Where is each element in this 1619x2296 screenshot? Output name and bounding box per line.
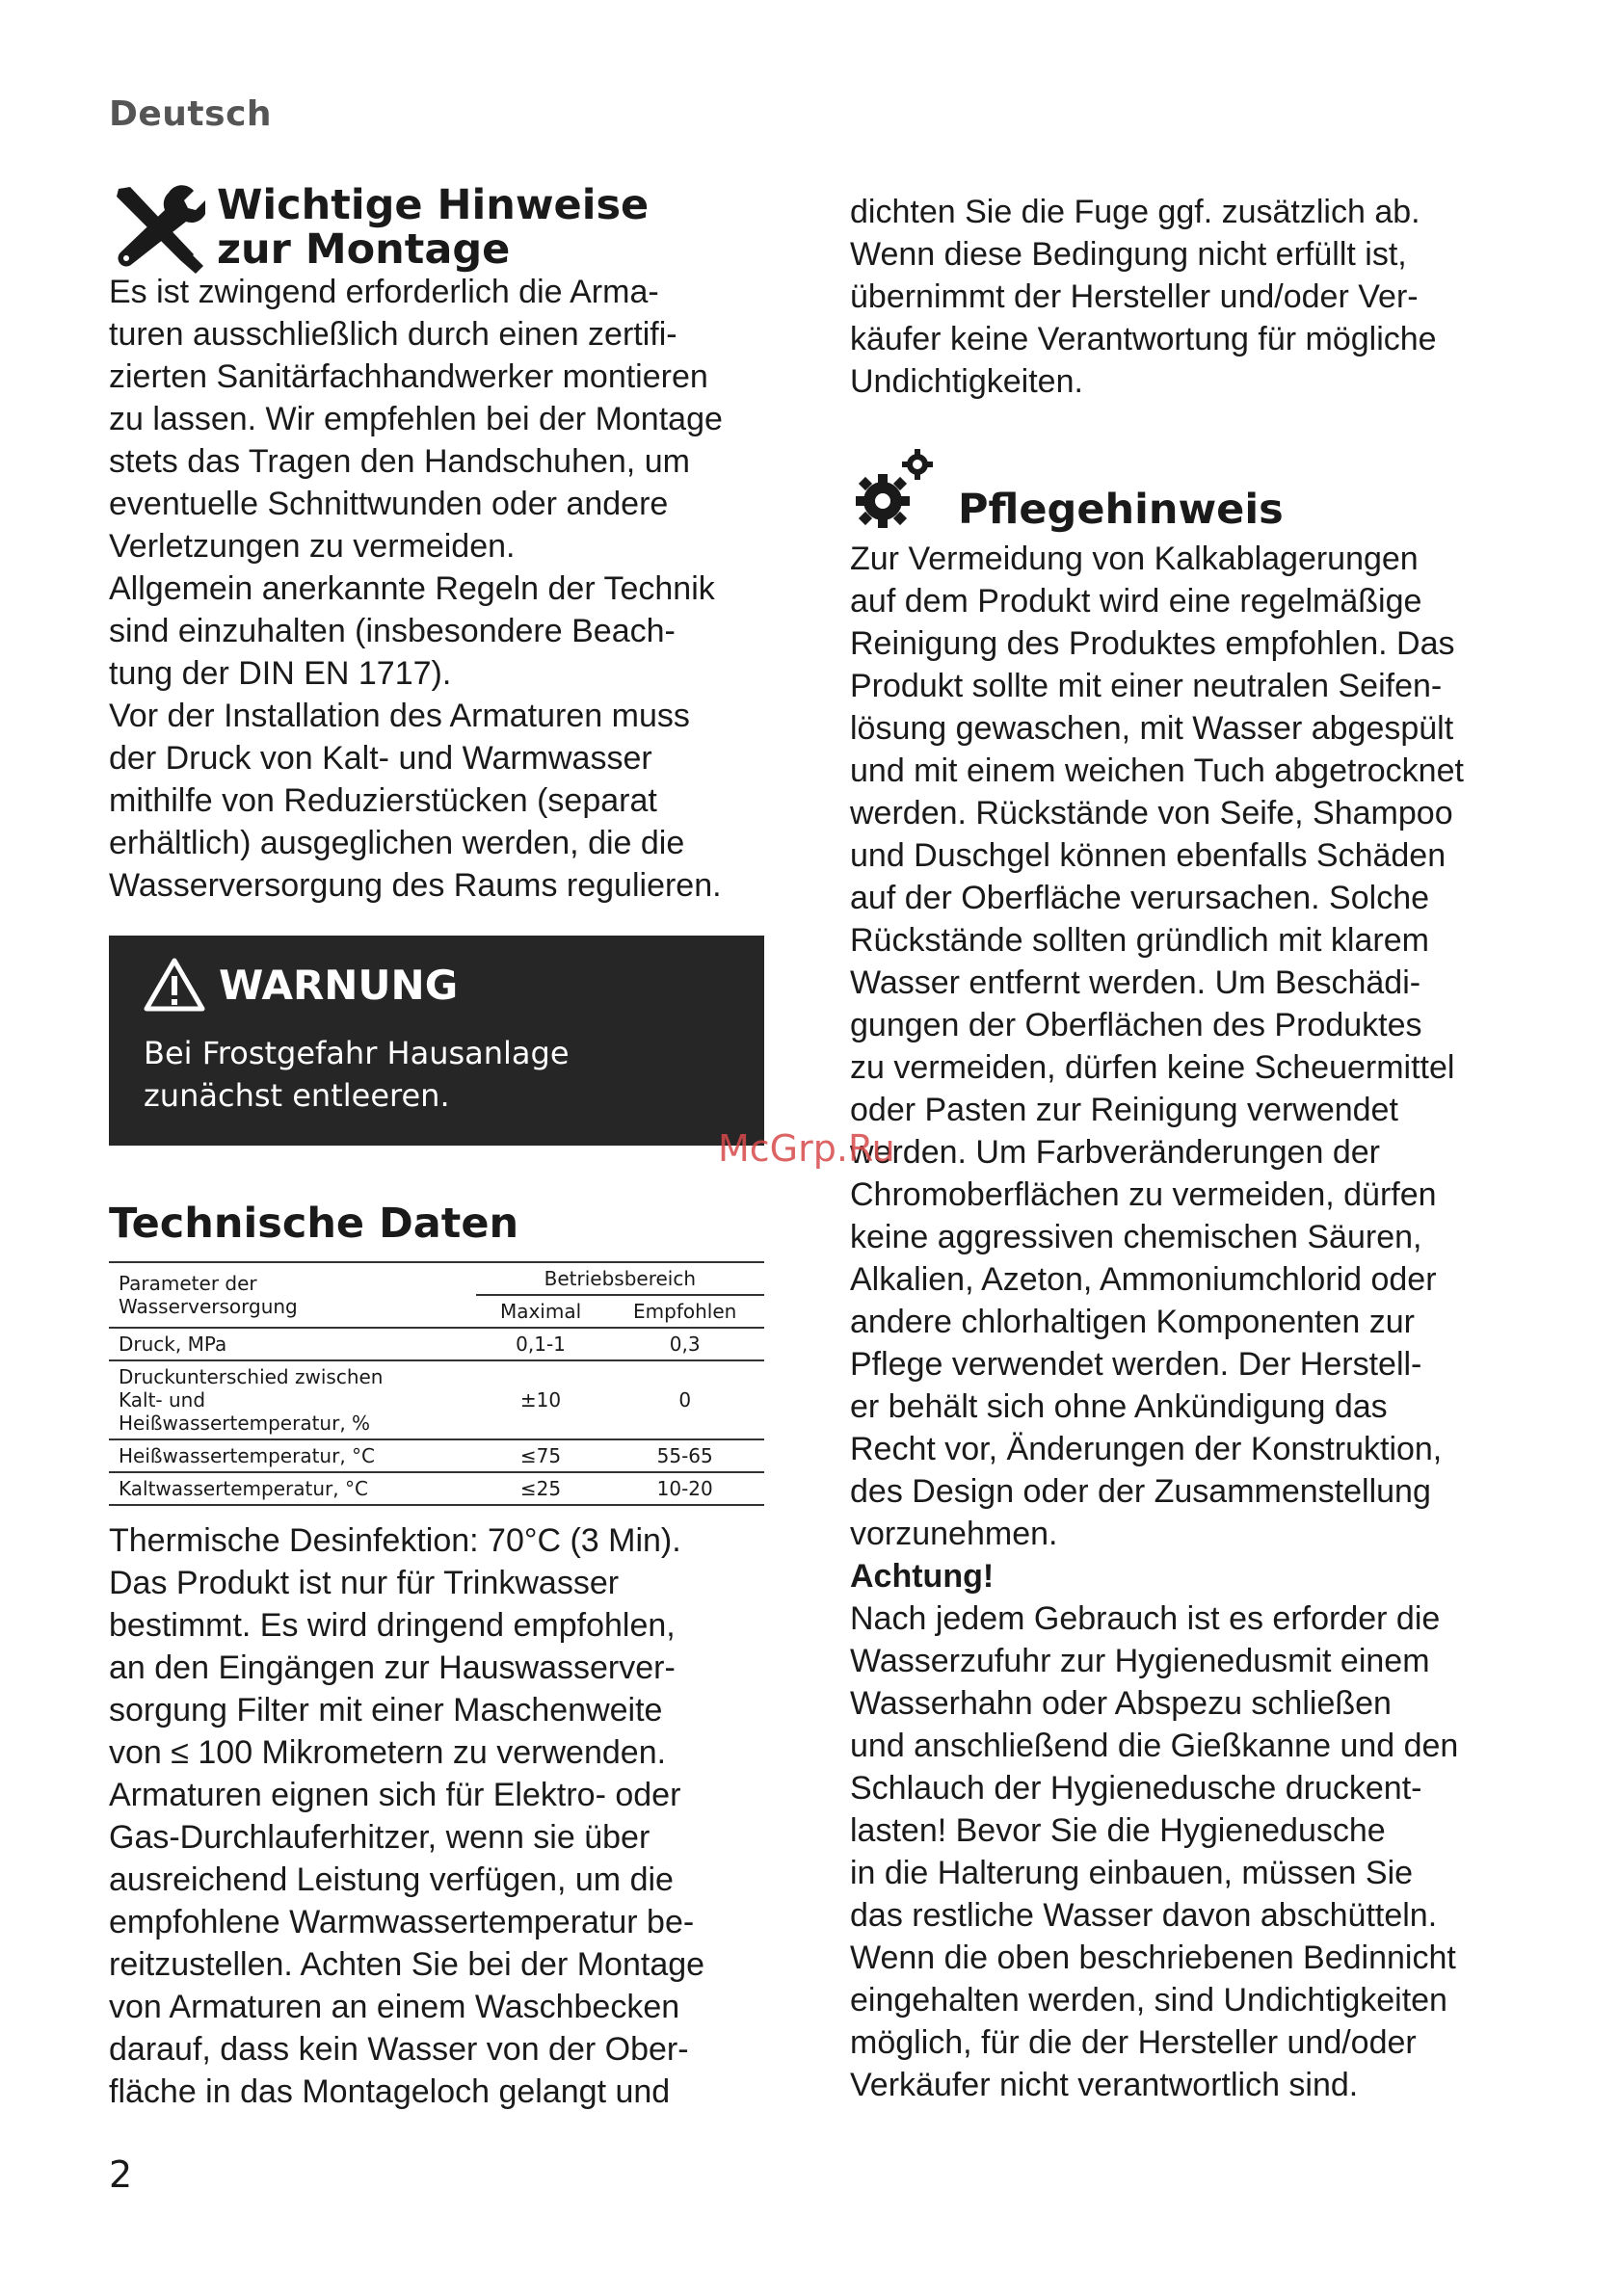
text-line: er behält sich ohne Ankündigung das (850, 1388, 1388, 1425)
text-line: stets das Tragen den Handschuhen, um (109, 443, 690, 480)
text-line: bestimmt. Es wird dringend empfohlen, (109, 1607, 676, 1644)
text-line: Thermische Desinfektion: 70°C (3 Min). (109, 1522, 681, 1559)
heading-line: zur Montage (217, 225, 511, 274)
text-line: Undichtigkeiten. (850, 363, 1083, 400)
text-line: erhältlich) ausgeglichen werden, die die (109, 825, 685, 861)
text-line: Wasserhahn oder Abspezu schließen (850, 1685, 1392, 1722)
max-cell: 0,1-1 (476, 1328, 606, 1360)
text-line: reitzustellen. Achten Sie bei der Montage (109, 1946, 705, 1983)
text-line: Wasserversorgung des Raums regulieren. (109, 867, 722, 904)
table-row (109, 1328, 764, 1360)
text-line: möglich, für die der Hersteller und/oder (850, 2024, 1417, 2061)
after-table-text (109, 1519, 764, 2113)
param-header-line: Parameter der (119, 1272, 257, 1295)
param-line: Druck, MPa (119, 1333, 227, 1356)
text-line: Vor der Installation des Armaturen muss (109, 698, 690, 734)
text-line: Das Produkt ist nur für Trinkwasser (109, 1565, 620, 1601)
text-line: eingehalten werden, sind Undichtigkeiten (850, 1982, 1447, 2019)
text-line: Chromoberflächen zu vermeiden, dürfen (850, 1176, 1437, 1213)
text-line: das restliche Wasser davon abschütteln. (850, 1897, 1438, 1934)
text-line: fläche in das Montageloch gelangt und (109, 2073, 671, 2110)
text-line: Verkäufer nicht verantwortlich sind. (850, 2067, 1359, 2103)
text-line: werden. Rückstände von Seife, Shampoo (850, 795, 1453, 831)
continuation-text (850, 191, 1515, 403)
text-line: mithilfe von Reduzierstücken (separat (109, 782, 657, 819)
text-line: Wenn diese Bedingung nicht erfüllt ist, (850, 236, 1407, 273)
text-line: zu vermeiden, dürfen keine Scheuermittel (850, 1049, 1455, 1086)
text-line: Es ist zwingend erforderlich die Arma- (109, 274, 659, 310)
param-cell (109, 1472, 476, 1505)
param-line: Kalt- und (119, 1388, 206, 1412)
text-line: zu lassen. Wir empfehlen bei der Montage (109, 401, 723, 437)
text-line: Armaturen eignen sich für Elektro- oder (109, 1777, 681, 1813)
text-line: und Duschgel können ebenfalls Schäden (850, 837, 1446, 874)
text-line: ausreichend Leistung verfügen, um die (109, 1861, 674, 1898)
pflege-text (850, 538, 1515, 2106)
text-line: auf der Oberfläche verursachen. Solche (850, 880, 1430, 916)
text-line: vorzunehmen. (850, 1516, 1058, 1552)
text-line: dichten Sie die Fuge ggf. zusätzlich ab. (850, 194, 1420, 230)
text-line: Schlauch der Hygienedusche druckent- (850, 1770, 1422, 1807)
gears-icon (850, 445, 939, 534)
text-line: käufer keine Verantwortung für mögliche (850, 321, 1437, 357)
text-line: Wenn die oben beschriebenen Bedinnicht (850, 1940, 1456, 1976)
max-cell: ≤75 (476, 1439, 606, 1472)
text-line: Produkt sollte mit einer neutralen Seifen- (850, 668, 1443, 704)
text-line: Recht vor, Änderungen der Konstruktion, (850, 1431, 1443, 1467)
right-column (850, 191, 1515, 2106)
pflege-heading: Pflegehinweis (958, 486, 1284, 534)
text-line: und mit einem weichen Tuch abgetrocknet (850, 752, 1464, 789)
param-header (109, 1262, 476, 1328)
text-line: auf dem Produkt wird eine regelmäßige (850, 583, 1422, 620)
tech-data-table (109, 1261, 764, 1506)
rec-cell: 0,3 (605, 1328, 764, 1360)
param-line: Heißwassertemperatur, % (119, 1412, 371, 1435)
montage-heading-block (109, 183, 764, 275)
language-label: Deutsch (109, 94, 273, 134)
text-line: an den Eingängen zur Hauswasserver- (109, 1649, 676, 1686)
pflege-heading-block (850, 445, 1515, 534)
text-line: Zur Vermeidung von Kalkablagerungen (850, 541, 1419, 577)
text-line: eventuelle Schnittwunden oder andere (109, 486, 669, 522)
text-line: Gas-Durchlauferhitzer, wenn sie über (109, 1819, 650, 1856)
table-row (109, 1472, 764, 1505)
montage-heading (217, 183, 649, 272)
text-line: sorgung Filter mit einer Maschenweite (109, 1692, 663, 1729)
text-line: gungen der Oberflächen des Produktes (850, 1007, 1422, 1043)
attention-label: Achtung! (850, 1558, 995, 1595)
table-row (109, 1439, 764, 1472)
wrench-screwdriver-icon (109, 183, 205, 275)
page-number: 2 (109, 2153, 133, 2196)
col-max-header: Maximal (476, 1295, 606, 1328)
warning-title-text: WARNUNG (219, 961, 459, 1009)
text-line: oder Pasten zur Reinigung verwendet (850, 1092, 1398, 1128)
text-line: keine aggressiven chemischen Säuren, (850, 1219, 1422, 1255)
text-line: Nach jedem Gebrauch ist es erforder die (850, 1600, 1441, 1637)
text-line: sind einzuhalten (insbesondere Beach- (109, 613, 676, 649)
text-line: Pflege verwendet werden. Der Herstell- (850, 1346, 1422, 1383)
col-rec-header: Empfohlen (605, 1295, 764, 1328)
text-line: von ≤ 100 Mikrometern zu verwenden. (109, 1734, 667, 1771)
param-cell (109, 1360, 476, 1439)
param-cell (109, 1439, 476, 1472)
param-line: Druckunterschied zwischen (119, 1365, 384, 1388)
text-line: in die Halterung einbauen, müssen Sie (850, 1855, 1414, 1891)
watermark: McGrp.Ru (718, 1127, 895, 1170)
param-header-line: Wasserversorgung (119, 1295, 298, 1318)
table-row (109, 1360, 764, 1439)
rec-cell: 10-20 (605, 1472, 764, 1505)
param-cell (109, 1328, 476, 1360)
warning-text (144, 1032, 730, 1117)
warning-title (144, 957, 730, 1013)
montage-text (109, 271, 764, 907)
max-cell: ±10 (476, 1360, 606, 1439)
text-line: übernimmt der Hersteller und/oder Ver- (850, 278, 1419, 315)
warning-box (109, 936, 764, 1146)
warning-line: Bei Frostgefahr Hausanlage (144, 1035, 570, 1071)
text-line: turen ausschließlich durch einen zertifi- (109, 316, 677, 353)
rec-cell: 0 (605, 1360, 764, 1439)
text-line: Reinigung des Produktes empfohlen. Das (850, 625, 1455, 662)
text-line: des Design oder der Zusammenstellung (850, 1473, 1431, 1510)
text-line: von Armaturen an einem Waschbecken (109, 1989, 680, 2025)
text-line: empfohlene Warmwassertemperatur be- (109, 1904, 695, 1940)
warning-triangle-icon (144, 957, 205, 1013)
left-column (109, 183, 764, 2113)
max-cell: ≤25 (476, 1472, 606, 1505)
text-line: lösung gewaschen, mit Wasser abgespült (850, 710, 1454, 747)
text-line: andere chlorhaltigen Komponenten zur (850, 1304, 1415, 1340)
text-line: Wasserzufuhr zur Hygienedusmit einem (850, 1643, 1430, 1679)
param-line: Heißwassertemperatur, °C (119, 1444, 376, 1467)
text-line: der Druck von Kalt- und Warmwasser (109, 740, 652, 777)
text-line: Rückstände sollten gründlich mit klarem (850, 922, 1429, 959)
text-line: zierten Sanitärfachhandwerker montieren (109, 358, 708, 395)
text-line: werden. Um Farbveränderungen der (850, 1134, 1380, 1171)
text-line: Allgemein anerkannte Regeln der Technik (109, 570, 715, 607)
text-line: tung der DIN EN 1717). (109, 655, 452, 692)
text-line: lasten! Bevor Sie die Hygienedusche (850, 1812, 1386, 1849)
text-line: und anschließend die Gießkanne und den (850, 1728, 1459, 1764)
text-line: Alkalien, Azeton, Ammoniumchlorid oder (850, 1261, 1437, 1298)
range-header: Betriebsbereich (476, 1262, 764, 1295)
text-line: Verletzungen zu vermeiden. (109, 528, 516, 565)
text-line: darauf, dass kein Wasser von der Ober- (109, 2031, 689, 2068)
tech-data-title: Technische Daten (109, 1200, 519, 1248)
warning-line: zunächst entleeren. (144, 1077, 450, 1114)
text-line: Wasser entfernt werden. Um Beschädi- (850, 964, 1421, 1001)
heading-line: Wichtige Hinweise (217, 181, 650, 229)
rec-cell: 55-65 (605, 1439, 764, 1472)
param-line: Kaltwassertemperatur, °C (119, 1477, 368, 1500)
